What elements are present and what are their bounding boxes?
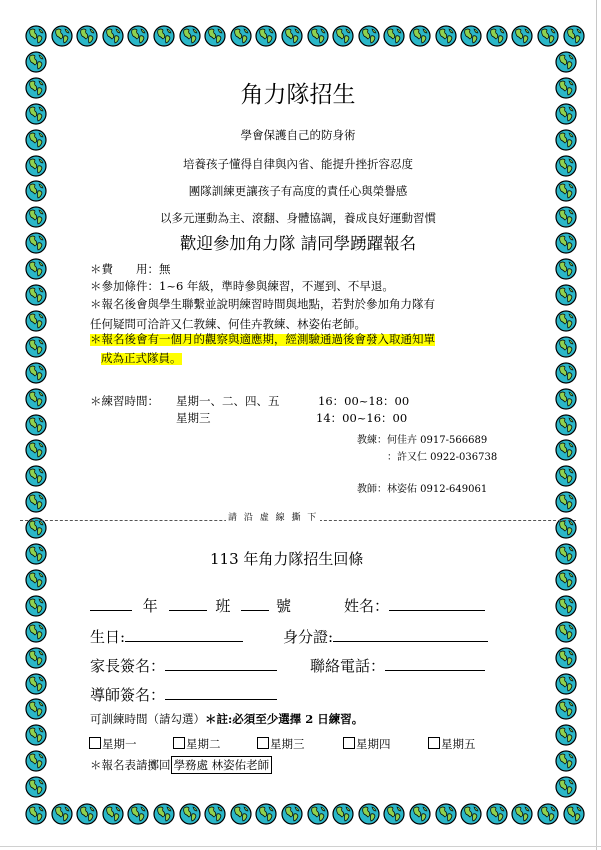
class-label: 班 (215, 597, 231, 615)
tear-instruction: 請 沿 虛 線 撕 下 (228, 513, 319, 523)
globe-icon (555, 258, 577, 280)
globe-icon (383, 803, 405, 825)
globe-icon (76, 25, 98, 47)
globe-icon (25, 439, 47, 461)
submit-target: 學務處 林姿佑老師 (171, 756, 273, 774)
checkbox[interactable] (428, 737, 440, 749)
weekday-option[interactable] (89, 737, 137, 751)
globe-icon (555, 647, 577, 669)
globe-icon (511, 803, 533, 825)
schedule-days: 星期一、二、四、五 (176, 394, 280, 408)
globe-icon (102, 803, 124, 825)
mentor-signature-field[interactable] (165, 685, 277, 700)
submit-row (90, 760, 272, 772)
globe-icon (555, 336, 577, 358)
globe-icon (537, 803, 559, 825)
coach-contact: 教練：何佳卉 0917-566689 (357, 435, 488, 446)
globe-icon (25, 724, 47, 746)
globe-icon (25, 310, 47, 332)
name-row (344, 596, 485, 614)
weekday-label: 星期四 (356, 737, 391, 751)
page-title: 角力隊招生 (240, 82, 356, 108)
globe-icon (25, 258, 47, 280)
globe-icon (153, 803, 175, 825)
mentor-row (90, 685, 277, 703)
observation-line: ＊報名後會有一個月的觀察與適應期，經測驗通過後會發入取通知單 (90, 332, 435, 346)
checkbox[interactable] (89, 737, 101, 749)
globe-icon (332, 25, 354, 47)
globe-icon (25, 698, 47, 720)
class-row (90, 596, 291, 614)
globe-icon (555, 51, 577, 73)
globe-icon (555, 284, 577, 306)
globe-icon (25, 673, 47, 695)
globe-icon (555, 465, 577, 487)
name-label: 姓名： (344, 597, 390, 615)
checkbox[interactable] (257, 737, 269, 749)
weekday-label: 星期二 (186, 737, 221, 751)
weekday-option[interactable] (173, 737, 221, 751)
globe-icon (555, 569, 577, 591)
globe-icon (25, 362, 47, 384)
globe-icon (409, 25, 431, 47)
phone-row (310, 656, 485, 674)
globe-icon (555, 543, 577, 565)
intro-line: 培養孩子懂得自律與內省、能提升挫折容忍度 (183, 157, 413, 171)
page-edge (596, 0, 597, 850)
train-time-row (90, 714, 363, 726)
globe-icon (307, 803, 329, 825)
weekday-label: 星期三 (270, 737, 305, 751)
globe-icon (555, 750, 577, 772)
intro-line: 團隊訓練更讓孩子有高度的責任心與榮譽感 (188, 184, 408, 198)
globe-icon (358, 25, 380, 47)
page-edge (0, 846, 601, 847)
mentor-signature-label: 導師簽名： (90, 686, 166, 704)
contact-line: ＊報名後會與學生聯繫並說明練習時間與地點，若對於參加角力隊有 (90, 297, 435, 311)
schedule-days: 星期三 (176, 411, 211, 425)
globe-icon (230, 803, 252, 825)
globe-icon (25, 51, 47, 73)
globe-icon (25, 621, 47, 643)
globe-icon (409, 803, 431, 825)
globe-icon (25, 647, 47, 669)
id-field[interactable] (333, 627, 488, 642)
welcome-heading: 歡迎參加角力隊 請同學踴躍報名 (179, 234, 417, 253)
number-field[interactable] (241, 596, 269, 611)
globe-icon (25, 25, 47, 47)
birthday-label: 生日: (90, 628, 126, 646)
globe-icon (25, 465, 47, 487)
globe-icon (555, 491, 577, 513)
form-title: 113 年角力隊招生回條 (210, 550, 364, 568)
phone-label: 聯絡電話： (310, 657, 386, 675)
birthday-row (90, 627, 243, 645)
globe-icon (563, 803, 585, 825)
globe-icon (25, 491, 47, 513)
globe-icon (563, 25, 585, 47)
number-label: 號 (275, 597, 291, 615)
birthday-field[interactable] (125, 627, 243, 642)
globe-icon (555, 673, 577, 695)
globe-icon (281, 803, 303, 825)
globe-icon (486, 25, 508, 47)
intro-line: 學會保護自己的防身術 (240, 128, 356, 142)
globe-icon (383, 25, 405, 47)
train-time-label: 可訓練時間（請勾選） (90, 712, 205, 726)
globe-icon (555, 724, 577, 746)
intro-line: 以多元運動為主、滾翻、身體協調，養成良好運動習慣 (160, 211, 436, 225)
globe-icon (555, 388, 577, 410)
globe-icon (179, 803, 201, 825)
globe-icon (460, 25, 482, 47)
id-label: 身分證: (283, 628, 334, 646)
globe-icon (25, 750, 47, 772)
weekday-label: 星期一 (102, 737, 137, 751)
teacher-contact: 教師：林姿佑 0912-649061 (357, 484, 488, 495)
globe-icon (537, 25, 559, 47)
globe-icon (555, 621, 577, 643)
globe-icon (555, 310, 577, 332)
globe-icon (25, 388, 47, 410)
globe-icon (127, 25, 149, 47)
phone-field[interactable] (385, 656, 485, 671)
globe-icon (127, 803, 149, 825)
globe-icon (555, 776, 577, 798)
observation-line: 成為正式隊員。 (101, 351, 182, 365)
globe-icon (204, 803, 226, 825)
train-time-note: ＊註:必須至少選擇 2 日練習。 (205, 712, 364, 726)
schedule-label: ＊練習時間： (90, 394, 159, 408)
weekday-label: 星期五 (441, 737, 476, 751)
globe-icon (25, 569, 47, 591)
weekday-option[interactable] (343, 737, 391, 751)
year-field[interactable] (90, 596, 132, 611)
schedule-time: 14：00~16：00 (316, 411, 408, 425)
globe-icon (51, 803, 73, 825)
globe-icon (307, 25, 329, 47)
fee-line: ＊費 用：無 (90, 262, 171, 276)
weekday-option[interactable] (257, 737, 305, 751)
class-field[interactable] (169, 596, 207, 611)
parent-row (90, 656, 277, 674)
submit-instruction: ＊報名表請擲回 (90, 758, 171, 772)
globe-icon (25, 543, 47, 565)
conditions-line: ＊參加條件：1~6 年級，準時參與練習，不遲到、不早退。 (90, 279, 394, 293)
globe-icon (486, 803, 508, 825)
globe-icon (281, 25, 303, 47)
globe-icon (332, 803, 354, 825)
checkbox[interactable] (173, 737, 185, 749)
globe-icon (555, 698, 577, 720)
globe-icon (555, 362, 577, 384)
globe-icon (435, 803, 457, 825)
globe-icon (511, 25, 533, 47)
parent-signature-field[interactable] (165, 656, 277, 671)
globe-icon (204, 25, 226, 47)
globe-icon (555, 414, 577, 436)
globe-icon (25, 414, 47, 436)
globe-icon (102, 25, 124, 47)
schedule-time: 16：00~18：00 (318, 394, 410, 408)
coach-contact: ：許又仁 0922-036738 (387, 452, 498, 463)
parent-signature-label: 家長簽名： (90, 657, 166, 675)
globe-icon (255, 803, 277, 825)
globe-icon (25, 776, 47, 798)
globe-icon (230, 25, 252, 47)
checkbox[interactable] (343, 737, 355, 749)
globe-icon (358, 803, 380, 825)
globe-icon (153, 25, 175, 47)
globe-icon (51, 25, 73, 47)
globe-icon (25, 803, 47, 825)
globe-icon (25, 336, 47, 358)
globe-icon (555, 595, 577, 617)
contact-line: 任何疑問可洽許又仁教練、何佳卉教練、林姿佑老師。 (90, 317, 366, 331)
globe-icon (25, 284, 47, 306)
globe-icon (435, 25, 457, 47)
weekday-option[interactable] (428, 737, 476, 751)
globe-icon (460, 803, 482, 825)
name-field[interactable] (389, 596, 485, 611)
globe-icon (255, 25, 277, 47)
id-row (283, 627, 488, 645)
globe-icon (179, 25, 201, 47)
year-label: 年 (142, 597, 158, 615)
globe-icon (555, 439, 577, 461)
globe-icon (76, 803, 98, 825)
globe-icon (25, 595, 47, 617)
